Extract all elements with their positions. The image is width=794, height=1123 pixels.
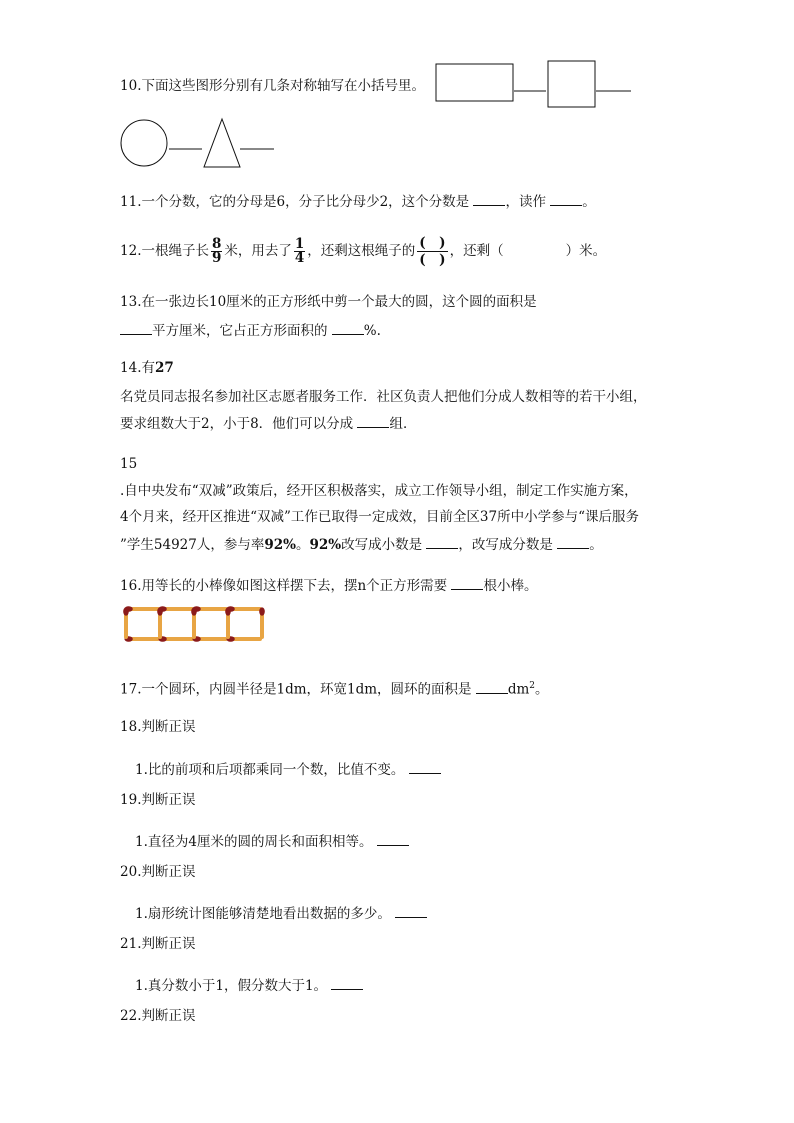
triangle-shape xyxy=(204,119,240,167)
answer-blank[interactable] xyxy=(395,903,427,918)
question-14-line2: 名党员同志报名参加社区志愿者服务工作．社区负责人把他们分成人数相等的若干小组， xyxy=(120,389,647,405)
match-head xyxy=(259,607,265,615)
answer-blank[interactable] xyxy=(357,413,389,428)
rectangle-shape xyxy=(436,64,513,101)
answer-blank[interactable] xyxy=(476,679,508,694)
fraction-eight-ninths: $\frac{8}{9}$ xyxy=(211,236,222,266)
question-18-item: 1.比的前项和后项都乘同一个数，比值不变。 xyxy=(135,759,441,780)
question-15-line1: 15 xyxy=(120,456,138,472)
question-19-title: 19.判断正误 xyxy=(120,792,196,808)
question-11: 11.一个分数，它的分母是6，分子比分母少2，这个分数是 ，读作 。 xyxy=(120,191,596,212)
question-20-item: 1.扇形统计图能够清楚地看出数据的多少。 xyxy=(135,903,427,924)
question-19-item: 1.直径为4厘米的圆的周长和面积相等。 xyxy=(135,831,409,852)
answer-blank[interactable] xyxy=(377,831,409,846)
question-12: 12.一根绳子长 $\frac{8}{9}$ 米，用去了 $\frac{1}{4}$ ，还剩这根绳子的 $\frac{( )}{( )}$ ，还剩（ ）米。 xyxy=(120,235,607,268)
q10-shapes-row2 xyxy=(116,116,280,170)
answer-blank[interactable] xyxy=(451,575,483,590)
question-20-title: 20.判断正误 xyxy=(120,864,196,880)
match-head xyxy=(123,607,129,615)
answer-blank[interactable] xyxy=(426,534,458,549)
match-head xyxy=(225,607,231,615)
question-number: 10 xyxy=(120,78,138,94)
question-10 xyxy=(120,76,425,96)
question-text: .下面这些图形分别有几条对称轴写在小括号里。 xyxy=(137,78,425,94)
question-18-title: 18.判断正误 xyxy=(120,719,196,735)
answer-fraction[interactable]: $\frac{( )}{( )}$ xyxy=(419,235,446,268)
question-21-title: 21.判断正误 xyxy=(120,936,196,952)
match-head xyxy=(157,607,163,615)
question-21-item: 1.真分数小于1，假分数大于1。 xyxy=(135,975,363,996)
q10-shapes-row1 xyxy=(430,58,640,110)
answer-blank[interactable] xyxy=(120,320,152,335)
question-13-line1: 13.在一张边长10厘米的正方形纸中剪一个最大的圆，这个圆的面积是 xyxy=(120,294,537,310)
question-13-line2: 平方厘米，它占正方形面积的 %. xyxy=(120,320,381,341)
question-15-line4: ”学生54927人，参与率92%。92%改写成小数是 ，改写成分数是 。 xyxy=(120,534,603,555)
question-17: 17.一个圆环，内圆半径是1dm，环宽1dm，圆环的面积是 $dm^2$。 xyxy=(120,676,549,700)
question-16: 16.用等长的小棒像如图这样摆下去，摆n个正方形需要 根小棒。 xyxy=(120,575,537,596)
match-head xyxy=(191,607,197,615)
question-15-line3: 4个月来，经开区推进“双减”工作已取得一定成效，目前全区37所中小学参与“课后服务 xyxy=(120,509,639,525)
circle-shape xyxy=(121,120,167,166)
answer-blank[interactable] xyxy=(557,534,589,549)
question-22-title: 22.判断正误 xyxy=(120,1008,196,1024)
answer-blank[interactable] xyxy=(332,320,364,335)
answer-blank[interactable] xyxy=(473,191,505,206)
answer-blank[interactable] xyxy=(409,759,441,774)
matchstick-squares-figure xyxy=(118,603,268,645)
answer-blank[interactable] xyxy=(550,191,582,206)
question-15-line2: .自中央发布“双减”政策后，经开区积极落实，成立工作领导小组，制定工作实施方案， xyxy=(120,483,638,499)
square-shape xyxy=(548,61,595,107)
question-14-line3: 要求组数大于2，小于8．他们可以分成 组． xyxy=(120,413,416,434)
answer-blank[interactable] xyxy=(331,975,363,990)
question-14-line1: 14.有27 xyxy=(120,360,174,376)
fraction-one-quarter: $\frac{1}{4}$ xyxy=(294,236,305,266)
